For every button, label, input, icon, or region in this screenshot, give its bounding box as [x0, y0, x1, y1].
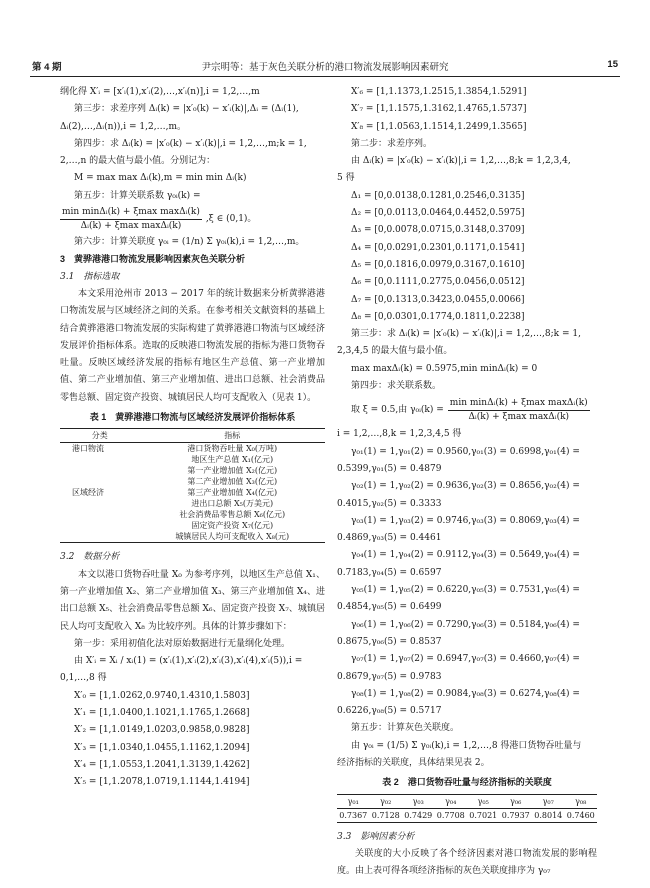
- text-line: 第四步：求 Δᵢ(k) = |x′₀(k) − x′ᵢ(k)|,i = 1,2,…,m;k = 1,: [74, 138, 307, 149]
- formula-numerator: min minΔᵢ(k) + ξmax maxΔᵢ(k): [60, 206, 202, 220]
- header-rule: [30, 76, 620, 77]
- relational-degree-table: [337, 794, 597, 823]
- right-column: [337, 84, 597, 880]
- text-line: 第五步：计算灰色关联度。: [351, 723, 460, 734]
- coefficient-line: 0.8679,γ₀₇(5) = 0.9783: [337, 671, 442, 682]
- table-header: γ₀₈: [565, 794, 598, 808]
- running-title: 尹宗明等：基于灰色关联分析的港口物流发展影响因素研究: [201, 62, 449, 73]
- sequence-line: X′₈ = [1,1.0563,1.1514,1.2499,1.3565]: [351, 121, 527, 132]
- coefficient-line: γ₀₁(1) = 1,γ₀₁(2) = 0.9560,γ₀₁(3) = 0.6998,γ₀₁(4) =: [351, 446, 580, 457]
- subsection-heading: 3.3 影响因素分析: [337, 831, 415, 842]
- sequence-line: X′₂ = [1,1.0149,1.0203,0.9858,0.9828]: [74, 725, 250, 736]
- text-line: 第六步：计算关联度 γ₀ᵢ = (1/n) Σ γ₀ᵢ(k),i = 1,2,…,m。: [74, 237, 305, 248]
- formula-max-min: M = max max Δᵢ(k),m = min min Δᵢ(k): [74, 173, 247, 184]
- delta-line: Δ₄ = [0,0.0291,0.2301,0.1171,0.1541]: [351, 242, 525, 253]
- formula-line: 由 γ₀ᵢ = (1/5) Σ γ₀ᵢ(k),i = 1,2,…,8 得港口货物吞吐量与: [351, 740, 582, 751]
- text-line: 2,3,4,5 的最大值与最小值。: [337, 346, 453, 357]
- formula-line: 由 Δᵢ(k) = |x′₀(k) − x′ᵢ(k)|,i = 1,2,…,8;k = 1,2,3,4,: [351, 156, 571, 167]
- coefficient-line: 0.8675,γ₀₆(5) = 0.8537: [337, 636, 442, 647]
- subsection-heading: 3.1 指标选取: [60, 271, 120, 282]
- section-heading: 3 黄骅港港口物流发展影响因素灰色关联分析: [60, 254, 246, 265]
- table-cell: 第三产业增加值 X₄(亿元): [187, 488, 278, 498]
- formula-line: 由 X′ᵢ = Xᵢ / xᵢ(1) = (x′ᵢ(1),x′ᵢ(2),x′ᵢ(3),x′ᵢ(4),x′ᵢ(5)),i =: [74, 656, 303, 667]
- coefficient-line: 0.4015,γ₀₂(5) = 0.3333: [337, 498, 442, 509]
- coefficient-line: γ₀₃(1) = 1,γ₀₃(2) = 0.9746,γ₀₃(3) = 0.8069,γ₀₃(4) =: [351, 515, 580, 526]
- text-line: 5 得: [337, 173, 355, 184]
- table-cell: 地区生产总值 X₁(亿元): [191, 455, 274, 465]
- paragraph: 本文以港口货物吞吐量 X₀ 为参考序列，以地区生产总值 X₁、第一产业增加值 X₂、第二产业增加值 X₃、第三产业增加值 X₄、进出口总额 X₅、社会消费品零售总额 X₆、固定资产投资 X₇、城镇居民人均可支配收入 X₈ 为比较序列。具体的计算步骤如下：: [60, 569, 325, 632]
- table-header: γ₀₄: [435, 794, 468, 808]
- text-line: 0,1,…,8 得: [60, 673, 107, 684]
- sequence-line: X′₆ = [1,1.1373,1.2515,1.3854,1.5291]: [351, 87, 527, 97]
- delta-line: Δ₇ = [0,0.1313,0.3423,0.0455,0.0066]: [351, 294, 525, 305]
- text-line: i = 1,2,…,8,k = 1,2,3,4,5 得: [337, 429, 462, 440]
- indicator-table: [60, 428, 325, 543]
- coefficient-line: γ₀₂(1) = 1,γ₀₂(2) = 0.9636,γ₀₂(3) = 0.8656,γ₀₂(4) =: [351, 481, 580, 492]
- table-caption: 表 2 港口货物吞吐量与经济指标的关联度: [382, 777, 552, 788]
- text-line: 2,…,n 的最大值与最小值。分别记为：: [60, 156, 216, 167]
- table-cell: 港口货物吞吐量 X₀(万吨): [187, 444, 278, 454]
- table-cell: 0.7937: [501, 810, 530, 820]
- sequence-line: X′₃ = [1,1.0340,1.0455,1.1162,1.2094]: [74, 742, 250, 753]
- table-category: 港口物流: [72, 444, 104, 454]
- table-header: γ₀₁: [337, 794, 370, 808]
- coefficient-line: γ₀₄(1) = 1,γ₀₄(2) = 0.9112,γ₀₄(3) = 0.5649,γ₀₄(4) =: [351, 550, 580, 561]
- sequence-line: X′₁ = [1,1.0400,1.1021,1.1765,1.2668]: [74, 708, 250, 719]
- table-category: 区域经济: [72, 488, 104, 498]
- text-line: 第五步：计算关联系数 γ₀ᵢ(k) =: [74, 190, 201, 201]
- paragraph: 关联度的大小反映了各个经济因素对港口物流发展的影响程度。由上表可得各项经济指标的灰色关联度排序为 γ₀₇: [337, 848, 597, 877]
- text-line: 第一步：采用初值化法对原始数据进行无量纲化处理。: [74, 638, 291, 649]
- table-cell: 0.7021: [469, 810, 498, 820]
- formula-range: ,ξ ∈ (0,1)。: [205, 214, 257, 225]
- table-cell: 固定资产投资 X₇(亿元): [191, 521, 274, 531]
- delta-line: Δ₆ = [0,0.1111,0.2775,0.0456,0.0512]: [351, 277, 525, 288]
- coefficient-line: 0.7183,γ₀₄(5) = 0.6597: [337, 567, 442, 578]
- sequence-line: X′₇ = [1,1.1575,1.3162,1.4765,1.5737]: [351, 104, 527, 115]
- table-header: γ₀₆: [500, 794, 533, 808]
- coefficient-line: γ₀₇(1) = 1,γ₀₇(2) = 0.6947,γ₀₇(3) = 0.4660,γ₀₇(4) =: [351, 654, 580, 665]
- coefficient-line: γ₀₈(1) = 1,γ₀₈(2) = 0.9084,γ₀₈(3) = 0.6274,γ₀₈(4) =: [351, 688, 580, 699]
- issue-number: 第 4 期: [32, 62, 62, 73]
- delta-line: Δ₁ = [0,0.0138,0.1281,0.2546,0.3135]: [351, 190, 525, 201]
- text-line: 第二步：求差序列。: [351, 138, 433, 149]
- delta-line: Δ₈ = [0,0.0301,0.1774,0.1811,0.2238]: [351, 311, 525, 322]
- delta-line: Δ₃ = [0,0.0078,0.0715,0.3148,0.3709]: [351, 225, 525, 236]
- paragraph: 本文采用沧州市 2013 − 2017 年的统计数据来分析黄骅港港口物流发展与区域经济之间的关系。在参考相关文献资料的基础上结合黄骅港港口物流发展的实际构建了黄骅港港口物流与区域经济发展评价指标体系。选取的反映港口物流发展的指标为港口货物吞吐量。反映区域经济发展的指标有地区生产总值、第一产业增加值、第二产业增加值、第三产业增加值、进出口总额、社会消费品零售总额、固定资产投资、城镇居民人均可支配收入（见表 1）。: [60, 288, 325, 403]
- table-header: γ₀₂: [370, 794, 403, 808]
- coefficient-line: 0.6226,γ₀₈(5) = 0.5717: [337, 706, 442, 717]
- table-header: γ₀₅: [467, 794, 500, 808]
- table-cell: 第一产业增加值 X₂(亿元): [187, 466, 278, 476]
- text-line: 纲化得 X′ᵢ = [x′ᵢ(1),x′ᵢ(2),…,x′ᵢ(n)],i = 1,2,…,m: [60, 87, 260, 97]
- text-line: 第三步：求差序列 Δᵢ(k) = |x′₀(k) − x′ᵢ(k)|,Δᵢ = (Δᵢ(1),: [74, 104, 299, 115]
- running-header: [30, 59, 620, 77]
- text-line: Δᵢ(2),…,Δᵢ(n)),i = 1,2,…,m。: [60, 121, 186, 132]
- table-header: 指标: [140, 429, 326, 443]
- delta-line: Δ₅ = [0,0.1816,0.0979,0.3167,0.1610]: [351, 259, 525, 270]
- text-line: 经济指标的关联度，具体结果见表 2。: [337, 757, 490, 768]
- table-cell: 进出口总额 X₅(万美元): [191, 499, 274, 509]
- formula-line: max maxΔᵢ(k) = 0.5975,min minΔᵢ(k) = 0: [351, 363, 538, 374]
- table-cell: 0.7128: [371, 810, 400, 820]
- table-header: γ₀₇: [532, 794, 565, 808]
- table-header: γ₀₃: [402, 794, 435, 808]
- table-cell: 城镇居民人均可支配收入 X₈(元): [175, 532, 290, 542]
- formula-prefix: 取 ξ = 0.5,由 γ₀ᵢ(k) =: [351, 405, 444, 416]
- table-header: 分类: [60, 429, 140, 443]
- coefficient-formula: [337, 397, 597, 424]
- table-cell: 0.8014: [534, 810, 563, 820]
- left-column: [60, 84, 325, 792]
- sequence-line: X′₅ = [1,1.2078,1.0719,1.1144,1.4194]: [74, 777, 250, 788]
- coefficient-line: γ₀₆(1) = 1,γ₀₆(2) = 0.7290,γ₀₆(3) = 0.5184,γ₀₆(4) =: [351, 619, 580, 630]
- table-cell: 0.7429: [404, 810, 433, 820]
- coefficient-line: 0.5399,γ₀₁(5) = 0.4879: [337, 463, 442, 474]
- sequence-line: X′₀ = [1,1.0262,0.9740,1.4310,1.5803]: [74, 690, 250, 701]
- formula-numerator: min minΔᵢ(k) + ξmax maxΔᵢ(k): [448, 397, 590, 411]
- coefficient-line: 0.4869,γ₀₃(5) = 0.4461: [337, 533, 442, 544]
- formula-denominator: Δᵢ(k) + ξmax maxΔᵢ(k): [80, 221, 182, 232]
- table-cell: 0.7460: [566, 810, 595, 820]
- table-cell: 第二产业增加值 X₃(亿元): [187, 477, 278, 487]
- subsection-heading: 3.2 数据分析: [60, 552, 120, 563]
- sequence-line: X′₄ = [1,1.0553,1.2041,1.3139,1.4262]: [74, 759, 250, 770]
- table-cell: 0.7367: [339, 810, 368, 820]
- table-caption: 表 1 黄骅港港口物流与区域经济发展评价指标体系: [89, 412, 296, 423]
- table-cell: 0.7708: [436, 810, 465, 820]
- text-line: 第三步：求 Δᵢ(k) = |x′₀(k) − x′ᵢ(k)|,i = 1,2,…,8;k = 1,: [351, 329, 581, 340]
- table-cell: 社会消费品零售总额 X₆(亿元): [179, 510, 286, 520]
- delta-line: Δ₂ = [0,0.0113,0.0464,0.4452,0.5975]: [351, 208, 525, 219]
- page-number: 15: [607, 59, 618, 70]
- formula-denominator: Δᵢ(k) + ξmax maxΔᵢ(k): [468, 412, 570, 423]
- text-line: 第四步：求关联系数。: [351, 381, 442, 392]
- coefficient-line: γ₀₅(1) = 1,γ₀₅(2) = 0.6220,γ₀₅(3) = 0.7531,γ₀₅(4) =: [351, 585, 580, 596]
- coefficient-formula: [60, 206, 325, 233]
- coefficient-line: 0.4854,γ₀₅(5) = 0.6499: [337, 602, 442, 613]
